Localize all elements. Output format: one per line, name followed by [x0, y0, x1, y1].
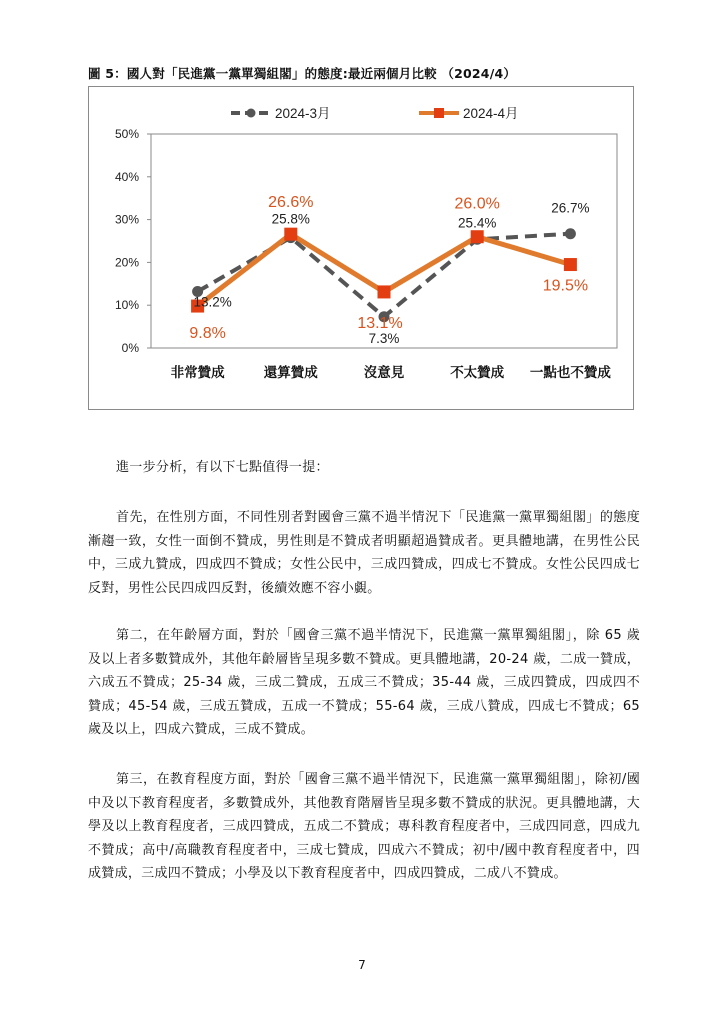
data-label-2024-3: 25.4%: [458, 215, 497, 231]
y-tick-label: 30%: [114, 212, 139, 227]
y-tick-label: 0%: [121, 341, 139, 355]
paragraph-age: 第二，在年齡層方面，對於「國會三黨不過半情況下，民進黨一黨單獨組閣」，除 65 歲及以上者多數贊成外，其他年齡層皆呈現多數不贊成。更具體地講，20-24 歲，二成一贊成，六成五不贊成；25-34 歲，三成二贊成，五成三不贊成；35-44 歲，三成四贊成，四成四不贊成；45-54 歲，三成五贊成，五成一不贊成；55-64 歲，三成八贊成，四成七不贊成；65 歲及以上，四成六贊成，三成不贊成。: [88, 628, 640, 737]
x-category-label: 沒意見: [363, 365, 405, 380]
y-tick-label: 10%: [114, 298, 139, 313]
point-2024-4: [378, 285, 391, 298]
data-label-2024-3: 13.2%: [193, 294, 232, 310]
data-label-2024-3: 26.7%: [551, 200, 590, 216]
data-label-2024-4: 26.0%: [454, 195, 500, 213]
y-tick-label: 50%: [114, 127, 139, 141]
x-category-label: 非常贊成: [170, 365, 225, 380]
legend-marker-2024-3: [247, 109, 256, 118]
point-2024-4: [471, 230, 484, 243]
legend-label-2024-3: 2024-3月: [275, 106, 331, 121]
paragraph-intro: 進一步分析，有以下七點值得一提：: [116, 460, 329, 475]
data-label-2024-3: 25.8%: [271, 211, 310, 227]
legend-marker-2024-4: [434, 108, 444, 118]
data-label-2024-4: 19.5%: [542, 277, 589, 295]
data-label-2024-3: 7.3%: [368, 330, 400, 346]
legend-label-2024-4: 2024-4月: [463, 106, 519, 121]
point-2024-3: [565, 228, 576, 239]
data-label-2024-4: 13.1%: [357, 314, 403, 332]
y-tick-label: 20%: [114, 255, 139, 270]
point-2024-4: [284, 228, 297, 241]
line-chart: [88, 86, 634, 410]
figure-title: 圖 5：國人對「民進黨一黨單獨組閣」的態度:最近兩個月比較 （2024/4）: [88, 66, 517, 81]
point-2024-4: [564, 258, 577, 271]
x-category-label: 還算贊成: [263, 365, 318, 380]
chart-svg: [89, 87, 635, 411]
data-label-2024-4: 26.6%: [268, 194, 314, 212]
x-category-label: 不太贊成: [450, 365, 505, 380]
x-category-label: 一點也不贊成: [529, 365, 611, 380]
paragraph-education: 第三，在教育程度方面，對於「國會三黨不過半情況下，民進黨一黨單獨組閣」，除初/國中及以下教育程度者，多數贊成外，其他教育階層皆呈現多數不贊成的狀況。更具體地講，大學及以上教育程度者，三成四贊成，五成二不贊成；專科教育程度者中，三成四同意，四成九不贊成；高中/高職教育程度者中，三成七贊成，四成六不贊成；初中/國中教育程度者中，四成贊成，三成四不贊成；小學及以下教育程度者中，四成四贊成，二成八不贊成。: [88, 772, 640, 881]
page-number: 7: [358, 958, 366, 972]
paragraph-gender: 首先，在性別方面，不同性別者對國會三黨不過半情況下「民進黨一黨單獨組閣」的態度漸趨一致，女性一面倒不贊成，男性則是不贊成者明顯超過贊成者。更具體地講，在男性公民中，三成九贊成，四成四不贊成；女性公民中，三成四贊成，四成七不贊成。女性公民四成七反對，男性公民四成四反對，後續效應不容小覷。: [88, 510, 640, 596]
data-label-2024-4: 9.8%: [189, 325, 226, 343]
y-tick-label: 40%: [114, 169, 139, 184]
